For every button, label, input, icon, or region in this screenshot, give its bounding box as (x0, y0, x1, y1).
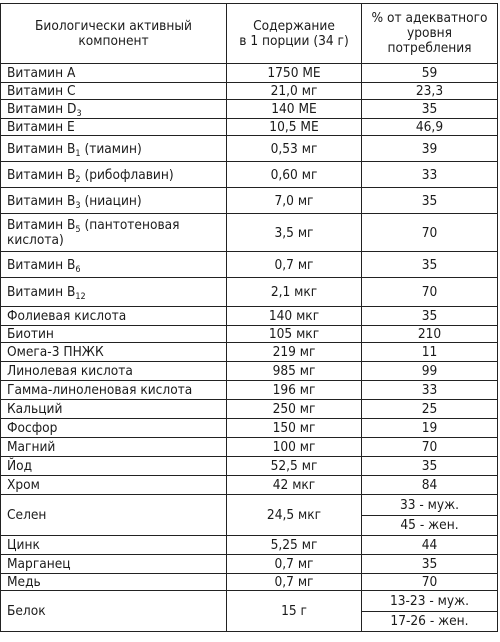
content-cell: 0,7 мг (227, 555, 362, 574)
percent-cell: 19 (362, 419, 498, 438)
content-cell: 3,5 мг (227, 214, 362, 252)
content-cell: 2,1 мкг (227, 278, 362, 307)
component-name: Витамин B (7, 166, 76, 183)
table-row (1, 495, 498, 536)
table-row (1, 457, 498, 476)
component-cell (1, 343, 227, 362)
content-cell: 150 мг (227, 419, 362, 438)
content-cell: 196 мг (227, 381, 362, 400)
table-row (1, 419, 498, 438)
content-cell: 0,53 мг (227, 136, 362, 162)
table-row (1, 307, 498, 326)
content-cell: 1750 МЕ (227, 64, 362, 83)
percent-cell: 70 (362, 574, 498, 591)
content-cell: 0,60 мг (227, 162, 362, 188)
percent-cell: 39 (362, 136, 498, 162)
component-cell (1, 252, 227, 278)
component-suffix: (ниацин) (80, 192, 142, 209)
component-subscript: 5 (75, 224, 81, 235)
component-cell (1, 495, 227, 536)
content-cell: 0,7 мг (227, 574, 362, 591)
table-row (1, 119, 498, 136)
component-name: Линолевая кислота (7, 363, 133, 379)
content-cell: 52,5 мг (227, 457, 362, 476)
content-cell: 140 МЕ (227, 100, 362, 119)
header-percent-line-1: % от адекватного (371, 10, 488, 26)
table-row (1, 400, 498, 419)
table-row (1, 100, 498, 119)
component-name: Кальций (7, 401, 63, 417)
component-cell (1, 555, 227, 574)
component-name: Витамин Е (7, 119, 75, 135)
component-name: Белок (7, 603, 46, 619)
header-content-line-1: Содержание (253, 17, 335, 34)
table-row (1, 555, 498, 574)
percent-cell: 35 (362, 457, 498, 476)
percent-value: 13-23 - муж. (389, 592, 470, 609)
percent-cell: 25 (362, 400, 498, 419)
component-name: Йод (7, 458, 33, 474)
content-cell: 5,25 мг (227, 536, 362, 555)
component-cell (1, 278, 227, 307)
component-name: Марганец (7, 556, 71, 572)
content-cell: 105 мкг (227, 326, 362, 343)
percent-cell: 59 (362, 64, 498, 83)
percent-cell: 35 (362, 100, 498, 119)
header-content (227, 4, 362, 64)
component-name: Витамин B (7, 216, 76, 233)
percent-cell: 33 (362, 162, 498, 188)
percent-cell: 35 (362, 555, 498, 574)
table-row (1, 343, 498, 362)
percent-value: 33 - муж. (399, 496, 460, 513)
component-cell (1, 591, 227, 632)
component-cell (1, 457, 227, 476)
content-cell: 21,0 мг (227, 83, 362, 100)
header-percent (362, 4, 498, 64)
percent-cell: 23,3 (362, 83, 498, 100)
percent-cell (362, 495, 498, 536)
component-cell (1, 64, 227, 83)
percent-value: 45 - жен. (362, 515, 497, 535)
component-name: Фолиевая кислота (7, 308, 127, 324)
header-component-line-2: компонент (78, 32, 149, 49)
component-cell (1, 119, 227, 136)
component-cell (1, 438, 227, 457)
percent-cell: 210 (362, 326, 498, 343)
percent-cell: 33 (362, 381, 498, 400)
table-row (1, 536, 498, 555)
percent-cell: 70 (362, 214, 498, 252)
component-subscript: 3 (75, 200, 81, 211)
component-name: Биотин (7, 326, 54, 342)
component-name: Витамин А (7, 65, 76, 81)
percent-cell: 70 (362, 438, 498, 457)
component-name: Цинк (7, 537, 40, 553)
component-name: Витамин B (7, 284, 76, 300)
component-subscript: 2 (75, 174, 81, 185)
component-name: Витамин B (7, 256, 76, 273)
component-name: Фосфор (7, 420, 58, 436)
table-row (1, 326, 498, 343)
content-cell: 140 мкг (227, 307, 362, 326)
percent-cell: 70 (362, 278, 498, 307)
percent-value: 17-26 - жен. (362, 611, 497, 631)
component-subscript: 1 (75, 148, 81, 159)
content-cell: 250 мг (227, 400, 362, 419)
percent-cell: 44 (362, 536, 498, 555)
component-cell (1, 362, 227, 381)
content-cell: 219 мг (227, 343, 362, 362)
table-row (1, 476, 498, 495)
component-name: Селен (7, 507, 47, 523)
table-body (1, 64, 498, 632)
table-row (1, 136, 498, 162)
content-cell: 24,5 мкг (227, 495, 362, 536)
component-cell (1, 100, 227, 119)
percent-cell (362, 591, 498, 632)
content-cell: 0,7 мг (227, 252, 362, 278)
component-cell (1, 83, 227, 100)
table-row (1, 438, 498, 457)
component-cell (1, 188, 227, 214)
content-cell: 100 мг (227, 438, 362, 457)
table-row (1, 162, 498, 188)
header-percent-line-2: уровня (406, 25, 453, 41)
table-row (1, 574, 498, 591)
component-name: Омега-3 ПНЖК (7, 344, 104, 360)
component-name: Гамма-линоленовая кислота (7, 382, 193, 398)
component-cell (1, 136, 227, 162)
component-suffix: (рибофлавин) (80, 166, 174, 183)
table-row (1, 381, 498, 400)
component-name: Витамин B (7, 140, 76, 157)
table-row (1, 214, 498, 252)
component-suffix: (пантотеновая кислота) (7, 216, 184, 248)
percent-cell: 84 (362, 476, 498, 495)
nutrient-table (0, 3, 498, 632)
percent-cell: 11 (362, 343, 498, 362)
component-subscript: 6 (75, 264, 81, 275)
percent-cell: 35 (362, 307, 498, 326)
table-row (1, 278, 498, 307)
header-row (1, 4, 498, 64)
component-name: Витамин B (7, 192, 76, 209)
component-name: Витамин С (7, 83, 76, 99)
component-suffix: (тиамин) (80, 140, 142, 157)
content-cell: 7,0 мг (227, 188, 362, 214)
component-name: Медь (7, 574, 41, 590)
component-cell (1, 381, 227, 400)
content-cell: 42 мкг (227, 476, 362, 495)
header-component (1, 4, 227, 64)
component-cell (1, 162, 227, 188)
table-row (1, 252, 498, 278)
component-name: Хром (7, 477, 40, 493)
percent-cell: 35 (362, 252, 498, 278)
content-cell: 15 г (227, 591, 362, 632)
content-cell: 10,5 МЕ (227, 119, 362, 136)
component-cell (1, 574, 227, 591)
component-cell (1, 419, 227, 438)
table-row (1, 188, 498, 214)
table-row (1, 362, 498, 381)
table-row (1, 64, 498, 83)
component-subscript: 12 (75, 292, 86, 302)
header-content-line-2: в 1 порции (34 г) (239, 32, 349, 49)
component-cell (1, 214, 227, 252)
header-component-line-1: Биологически активный (35, 17, 192, 34)
header-percent-line-3: потребления (387, 40, 472, 56)
percent-cell: 35 (362, 188, 498, 214)
component-subscript: 3 (76, 109, 82, 119)
percent-cell: 46,9 (362, 119, 498, 136)
component-name: Магний (7, 439, 56, 455)
content-cell: 985 мг (227, 362, 362, 381)
percent-cell: 99 (362, 362, 498, 381)
component-cell (1, 307, 227, 326)
component-cell (1, 476, 227, 495)
table-row (1, 591, 498, 632)
table-row (1, 83, 498, 100)
component-cell (1, 400, 227, 419)
component-name: Витамин D (7, 101, 77, 117)
component-cell (1, 536, 227, 555)
component-cell (1, 326, 227, 343)
